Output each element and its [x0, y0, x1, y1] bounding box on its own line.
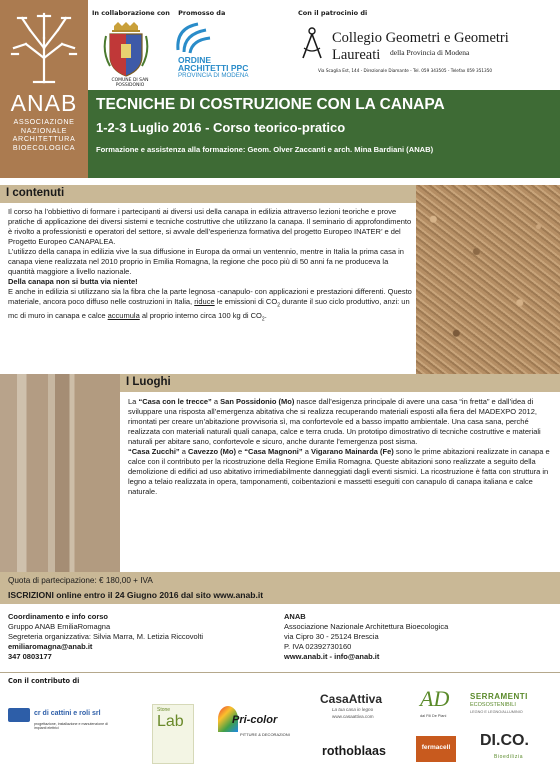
- contrib-label: Con il contributo di: [8, 677, 80, 685]
- anab-fullname-text: Associazione Nazionale Architettura Bioecologica: [284, 622, 449, 631]
- geometri-address: Via Scaglia Est, 144 - Direzionale Diamante - Tel. 059 343505 - Telefax 059 351350: [318, 68, 493, 73]
- course-dates: 1-2-3 Luglio 2016 - Corso teorico-pratico: [96, 120, 346, 135]
- luoghi-paragraph-2: “Casa Zucchi” a Cavezzo (Mo) e “Casa Magnoni” a Vigarano Mainarda (Fe) sono le prime abitazioni realizzate in canapa e calce con il contributo per la ricostruzione della Regione Emilia Romagna. Queste abitazioni sono realizzate a seguito della demolizione di edifici ad uso abitativo irrimediabilmente danneggiati dagli eventi sismici. La ricostruzione è fatta con struttura in legno a telaio realizzata in opera, tamponamenti, coibentazioni e massetti eseguiti con canapulo di canapa italiana e calce naturale.: [128, 447, 550, 496]
- trainers-line: Formazione e assistenza alla formazione: Geom. Olver Zaccanti e arch. Mina Bardiani (ANAB): [96, 145, 434, 154]
- hemp-wall-photo: [0, 374, 120, 572]
- sponsor-serramenti: SERRAMENTI ECOSOSTENIBILI LEGNO E LEGNO/ALLUMINIO: [470, 692, 528, 714]
- section-heading-luoghi: I Luoghi: [120, 374, 560, 392]
- participation-fee: Quota di partecipazione: € 180,00 + IVA: [8, 576, 153, 585]
- footer-divider: [0, 672, 560, 673]
- comune-crest-icon: [102, 22, 150, 78]
- anab-logo-panel: [0, 0, 88, 178]
- registration-deadline: ISCRIZIONI online entro il 24 Giugno 2016 dal sito www.anab.it: [8, 590, 264, 600]
- contenuti-paragraph-1: Il corso ha l’obbiettivo di formare i partecipanti ai diversi usi della canapa in edilizia attraverso lezioni teoriche e prove pratiche di applicazione dei diversi sistemi e tecniche costruttive che utilizzano la canapa. Il seminario di approfondimento è rivolto a professionisti e operatori del settore, si avvale dell’esperienza formativa del progetto Europeo INATER’ e del Progetto Europeo CANAPALEA.: [8, 207, 412, 246]
- coordination-group: Gruppo ANAB EmiliaRomagna: [8, 622, 111, 631]
- contenuti-paragraph-4: E anche in edilizia si utilizzano sia la fibra che la parte legnosa -canapulo- con applicazioni e prestazioni differenti. Questo materiale, ancora poco diffuso nelle costruzioni in Italia, riduce le emissioni di $CO_2$ durante il suo ciclo produttivo, anzi: un mc di muro in canapa e calce accumula al proprio interno circa 100 kg di $CO_2$.: [8, 287, 412, 322]
- anab-heading: ANAB: [284, 612, 306, 621]
- ordine-architetti-icon: [172, 22, 212, 54]
- coordination-email[interactable]: emiliaromagna@anab.it: [8, 642, 93, 651]
- patron-label: Con il patrocinio di: [298, 9, 368, 17]
- sponsor-lab: Stone Lab: [152, 704, 194, 764]
- contact-coordination: [8, 612, 278, 662]
- contenuti-text: [8, 207, 412, 324]
- contact-anab: [284, 612, 554, 662]
- geometri-subtitle: della Provincia di Modena: [390, 48, 470, 57]
- anab-address: via Cipro 30 - 25124 Brescia: [284, 632, 379, 641]
- sponsor-dico: DI.CO. Bioedilizia: [480, 732, 529, 760]
- anab-wordmark: ANAB: [10, 90, 78, 116]
- geometri-title: Collegio Geometri e Geometri Laureati: [332, 30, 509, 63]
- contenuti-paragraph-2: L’utilizzo della canapa in edilizia vive la sua diffusione in Europa da ormai un ventennio, mentre in Italia la prima casa in canapa viene realizzata nel 2010 proprio in Emilia Romagna, la regione che poco più di 50 anni fa ne produceva la quantità maggiore a livello nazionale.: [8, 247, 404, 276]
- anab-vat: P. IVA 02392730160: [284, 642, 352, 651]
- sponsor-ad: AD dal Fili De Piani: [420, 686, 450, 718]
- sponsor-fermacell: fermacell: [416, 736, 456, 762]
- luoghi-paragraph-1: La “Casa con le trecce” a San Possidonio (Mo) nasce dall’esigenza principale di avere una casa “in fretta” e dall’idea di sviluppare una risposta all’emergenza abitativa che si realizza recuperando materiali esposti alla fiera del MADEXPO 2012, rimontati per creare un’abitazione provvisoria sì, ma confortevole ed a basso impatto ambientale. Una casa sana, perché realizzata con materiali naturali quali canapa, calce e terra cruda. Un prototipo dimostrativo di tecniche costruttive e materiali naturali per abitare sano, confortevole e sicuro, anche durante l’emergenza post sisma.: [128, 397, 541, 446]
- section-heading-contenuti: I contenuti: [0, 185, 416, 203]
- anab-fullname: ASSOCIAZIONE NAZIONALE ARCHITETTURA BIOECOLOGICA: [12, 117, 76, 152]
- coordination-phone: 347 0803177: [8, 652, 52, 661]
- cattini-mark-icon: [8, 708, 30, 722]
- header: [0, 0, 560, 185]
- hemp-material-photo: [416, 185, 560, 375]
- anab-web-email[interactable]: www.anab.it - info@anab.it: [284, 652, 380, 661]
- contenuti-paragraph-3: Della canapa non si butta via niente!: [8, 277, 138, 286]
- sponsor-cattini-roli: cr di cattini e roli srl progettazione, installazione e manutenzione di impianti elettrici: [8, 706, 112, 770]
- geometri-compass-icon: [300, 26, 324, 60]
- luoghi-text: [128, 397, 554, 497]
- ordine-architetti-text: ORDINE ARCHITETTI PPC PROVINCIA DI MODENA: [178, 55, 249, 79]
- coordination-heading: Coordinamento e info corso: [8, 612, 109, 621]
- anab-tree-icon: [8, 8, 80, 86]
- coordination-secretariat: Segreteria organizzativa: Silvia Marra, M. Letizia Riccovolti: [8, 632, 204, 641]
- sponsor-casattiva: CasaAttiva La tua casa in legno www.casaattiva.com: [320, 692, 383, 719]
- sponsor-rothoblaas: rothoblaas: [322, 744, 386, 758]
- collab-labels: In collaborazione con Promosso da: [92, 9, 226, 17]
- comune-label: COMUNE DI SAN POSSIDONIO: [111, 78, 149, 88]
- page-title: TECNICHE DI COSTRUZIONE CON LA CANAPA: [96, 96, 445, 113]
- sponsor-pri-color: Pri-color PITTURE & DECORAZIONI: [214, 704, 294, 764]
